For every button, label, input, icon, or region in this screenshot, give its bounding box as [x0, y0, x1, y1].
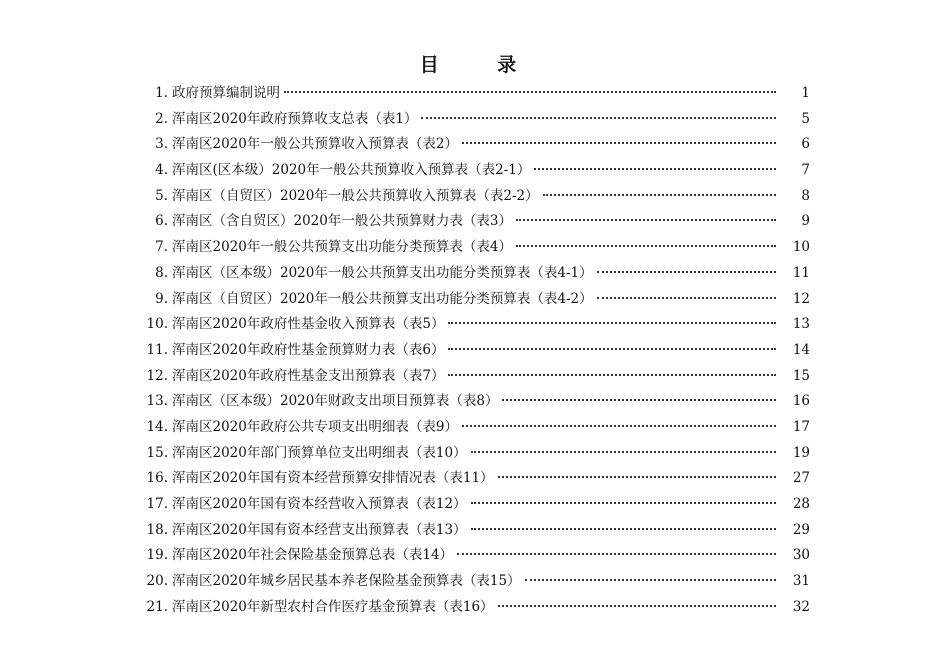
toc-dot-leader [516, 219, 776, 221]
toc-entry[interactable] [140, 492, 810, 518]
toc-entry[interactable] [140, 595, 810, 621]
toc-dot-leader [525, 579, 776, 581]
toc-entry-title: 浑南区2020年政府性基金预算财力表（表6） [172, 341, 445, 358]
toc-dot-leader [534, 168, 776, 170]
toc-entry-number: 18. [146, 521, 168, 538]
toc-entry-number: 11. [146, 341, 168, 358]
toc-entry-number: 7. [155, 239, 168, 256]
toc-entry-page-number: 5 [801, 110, 810, 127]
toc-dot-leader [502, 399, 776, 401]
toc-dot-leader [471, 528, 776, 530]
toc-entry-page-number: 12 [792, 290, 810, 307]
toc-entry[interactable] [140, 287, 810, 313]
page-title: 目 录 [419, 54, 543, 76]
toc-entry-title: 浑南区（自贸区）2020年一般公共预算收入预算表（表2-2） [172, 187, 539, 204]
toc-entry-page-number: 29 [792, 521, 810, 538]
toc-entry-title: 浑南区2020年政府公共专项支出明细表（表9） [172, 418, 458, 435]
toc-list [140, 81, 810, 620]
toc-dot-leader [448, 374, 776, 376]
toc-entry-page-number: 9 [801, 213, 810, 230]
toc-entry[interactable] [140, 569, 810, 595]
toc-dot-leader [471, 502, 776, 504]
toc-entry[interactable] [140, 389, 810, 415]
toc-dot-leader [448, 322, 776, 324]
toc-entry[interactable] [140, 184, 810, 210]
toc-entry[interactable] [140, 441, 810, 467]
toc-entry-title: 浑南区2020年政府性基金收入预算表（表5） [172, 316, 445, 333]
toc-entry-page-number: 1 [801, 85, 810, 101]
toc-entry-number: 6. [155, 213, 168, 230]
toc-entry-page-number: 7 [801, 162, 810, 179]
toc-dot-leader [457, 553, 776, 555]
toc-entry-page-number: 15 [792, 367, 810, 384]
toc-entry-title: 浑南区2020年一般公共预算收入预算表（表2） [172, 136, 458, 153]
toc-entry-page-number: 28 [792, 496, 810, 512]
toc-entry-number: 12. [146, 367, 168, 384]
toc-entry-title: 浑南区2020年国有资本经营收入预算表（表12） [172, 496, 467, 512]
toc-dot-leader [284, 91, 776, 93]
toc-entry-title: 浑南区2020年政府预算收支总表（表1） [172, 110, 418, 127]
toc-entry-title: 浑南区（区本级）2020年一般公共预算支出功能分类预算表（表4-1） [172, 264, 593, 281]
toc-entry-page-number: 11 [792, 264, 810, 281]
toc-entry[interactable] [140, 235, 810, 261]
toc-entry-title: 浑南区2020年新型农村合作医疗基金预算表（表16） [172, 598, 494, 615]
toc-entry-page-number: 32 [792, 598, 810, 615]
toc-dot-leader [471, 451, 776, 453]
toc-entry-number: 15. [146, 444, 168, 461]
toc-entry[interactable] [140, 312, 810, 338]
toc-entry-number: 16. [146, 470, 168, 487]
toc-entry[interactable] [140, 261, 810, 287]
toc-entry-number: 4. [155, 162, 168, 179]
toc-entry-page-number: 19 [792, 444, 810, 461]
toc-entry-number: 1. [155, 85, 168, 101]
toc-entry[interactable] [140, 107, 810, 133]
toc-entry-page-number: 31 [792, 573, 810, 590]
toc-entry-page-number: 13 [792, 316, 810, 333]
toc-entry-number: 9. [155, 290, 168, 307]
toc-entry[interactable] [140, 466, 810, 492]
toc-entry-number: 14. [146, 418, 168, 435]
toc-entry-number: 10. [146, 316, 168, 333]
toc-entry[interactable] [140, 518, 810, 544]
toc-dot-leader [597, 297, 776, 299]
toc-dot-leader [543, 194, 776, 196]
toc-entry[interactable] [140, 209, 810, 235]
toc-entry-page-number: 10 [792, 239, 810, 256]
toc-dot-leader [462, 425, 776, 427]
toc-entry-number: 3. [155, 136, 168, 153]
toc-entry[interactable] [140, 364, 810, 390]
toc-entry[interactable] [140, 132, 810, 158]
toc-entry-page-number: 17 [792, 418, 810, 435]
toc-entry-number: 20. [146, 573, 168, 590]
toc-entry-page-number: 6 [801, 136, 810, 153]
toc-dot-leader [462, 142, 776, 144]
toc-entry-number: 13. [146, 393, 168, 410]
toc-entry-page-number: 27 [792, 470, 810, 487]
toc-entry-number: 5. [155, 187, 168, 204]
toc-entry-title: 浑南区2020年一般公共预算支出功能分类预算表（表4） [172, 239, 512, 256]
toc-entry[interactable] [140, 81, 810, 107]
toc-entry-title: 浑南区（自贸区）2020年一般公共预算支出功能分类预算表（表4-2） [172, 290, 593, 307]
toc-dot-leader [421, 117, 776, 119]
toc-entry-title: 浑南区2020年社会保险基金预算总表（表14） [172, 547, 454, 564]
toc-entry-title: 浑南区（含自贸区）2020年一般公共预算财力表（表3） [172, 213, 512, 230]
toc-entry-title: 浑南区(区本级）2020年一般公共预算收入预算表（表2-1） [172, 162, 531, 179]
toc-dot-leader [516, 245, 776, 247]
toc-entry-page-number: 30 [792, 547, 810, 564]
toc-entry-title: 浑南区2020年城乡居民基本养老保险基金预算表（表15） [172, 573, 521, 590]
toc-entry-title: 浑南区2020年国有资本经营预算安排情况表（表11） [172, 470, 494, 487]
toc-entry-number: 17. [146, 496, 168, 512]
toc-entry-title: 浑南区2020年国有资本经营支出预算表（表13） [172, 521, 467, 538]
toc-entry-title: 政府预算编制说明 [172, 85, 280, 101]
toc-dot-leader [498, 476, 776, 478]
toc-entry[interactable] [140, 338, 810, 364]
toc-dot-leader [597, 271, 776, 273]
toc-entry[interactable] [140, 543, 810, 569]
toc-entry-title: 浑南区（区本级）2020年财政支出项目预算表（表8） [172, 393, 499, 410]
toc-entry-title: 浑南区2020年政府性基金支出预算表（表7） [172, 367, 445, 384]
toc-entry-number: 8. [155, 264, 168, 281]
toc-dot-leader [448, 348, 776, 350]
toc-entry-page-number: 16 [792, 393, 810, 410]
toc-entry[interactable] [140, 415, 810, 441]
toc-entry-title: 浑南区2020年部门预算单位支出明细表（表10） [172, 444, 467, 461]
toc-entry-page-number: 8 [801, 187, 810, 204]
toc-entry-number: 2. [155, 110, 168, 127]
toc-dot-leader [498, 605, 776, 607]
toc-entry-number: 19. [146, 547, 168, 564]
toc-entry[interactable] [140, 158, 810, 184]
toc-entry-number: 21. [146, 598, 168, 615]
toc-entry-page-number: 14 [792, 341, 810, 358]
